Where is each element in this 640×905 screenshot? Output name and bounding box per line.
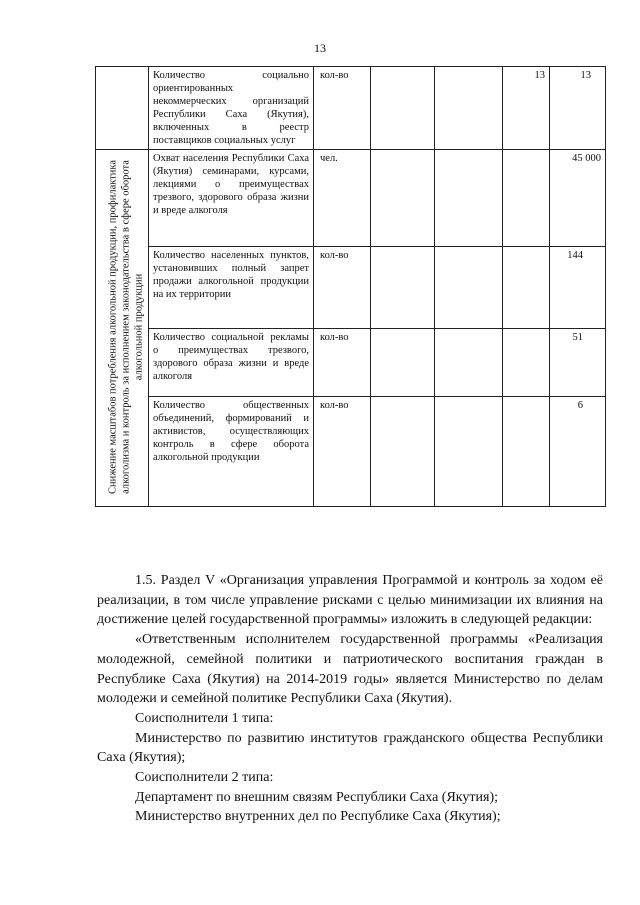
document-body <box>97 571 603 827</box>
value-cell: 144 <box>550 247 606 329</box>
value-cell: 13 <box>550 67 606 150</box>
value-cell <box>503 397 550 507</box>
page-number: 13 <box>314 41 326 55</box>
unit-cell: чел. <box>314 150 371 247</box>
value-cell <box>503 247 550 329</box>
empty-cell <box>96 67 149 150</box>
value-cell <box>371 247 435 329</box>
paragraph-ministry-internal-affairs: Министерство внутренних дел по Республике Саха (Якутия); <box>135 809 501 825</box>
value-cell <box>371 329 435 397</box>
indicator-description: Охват населения Республики Саха (Якутия) семинарами, курсами, лекциями о преимуществах трезвого, здорового образа жизни и вреде алкоголя <box>149 150 314 247</box>
table-row <box>96 247 606 329</box>
indicator-description: Количество социально ориентированных некоммерческих организаций Республики Саха (Якутия), включенных в реестр поставщиков социальных услуг <box>149 67 314 150</box>
value-cell <box>435 329 503 397</box>
table-row <box>96 67 606 150</box>
value-cell <box>503 150 550 247</box>
paragraph-co-executors-type-1: Соисполнители 1 типа: <box>135 710 274 726</box>
indicator-description: Количество социальной рекламы о преимуществах трезвого, здорового образа жизни и вреде алкоголя <box>149 329 314 397</box>
indicators-table <box>95 66 606 507</box>
value-cell <box>435 247 503 329</box>
value-cell <box>371 397 435 507</box>
table-row <box>96 397 606 507</box>
section-label-cell <box>96 150 149 507</box>
value-cell <box>435 397 503 507</box>
value-cell: 6 <box>550 397 606 507</box>
indicator-description: Количество общественных объединений, формирований и активистов, осуществляющих контроль в сфере оборота алкогольной продукции <box>149 397 314 507</box>
unit-cell: кол-во <box>314 397 371 507</box>
value-cell <box>371 67 435 150</box>
unit-cell: кол-во <box>314 67 371 150</box>
value-cell: 13 <box>503 67 550 150</box>
paragraph-responsible-executor: «Ответственным исполнителем государственной программы «Реализация молодежной, семейной политики и патриотического воспитания граждан в Республике Саха (Якутия) на 2014-2019 годы» является Министерство по делам молодежи и семейной политике Республики Саха (Якутия). <box>97 632 603 707</box>
paragraph-section-1-5: 1.5. Раздел V «Организация управления Программой и контроль за ходом её реализации, в том числе управление рисками с целью минимизации их влияния на достижение целей государственной программы» изложить в следующей редакции: <box>97 573 603 628</box>
value-cell <box>435 150 503 247</box>
value-cell <box>503 329 550 397</box>
value-cell: 45 000 <box>550 150 606 247</box>
value-cell <box>435 67 503 150</box>
unit-cell: кол-во <box>314 247 371 329</box>
value-cell <box>371 150 435 247</box>
paragraph-department-external-relations: Департамент по внешним связям Республики Саха (Якутия); <box>135 789 499 805</box>
indicator-description: Количество населенных пунктов, установивших полный запрет продажи алкогольной продукции на их территории <box>149 247 314 329</box>
paragraph-co-executors-type-2: Соисполнители 2 типа: <box>135 770 274 786</box>
table-row <box>96 329 606 397</box>
section-label: Снижение масштабов потребления алкогольной продукции, профилактика алкоголизма и контроль за исполнением законодательства в сфере оборота алкогольной продукции <box>107 159 145 495</box>
paragraph-ministry-civil-society: Министерство по развитию институтов гражданского общества Республики Саха (Якутия); <box>97 730 603 766</box>
unit-cell: кол-во <box>314 329 371 397</box>
value-cell: 51 <box>550 329 606 397</box>
table-row <box>96 150 606 247</box>
